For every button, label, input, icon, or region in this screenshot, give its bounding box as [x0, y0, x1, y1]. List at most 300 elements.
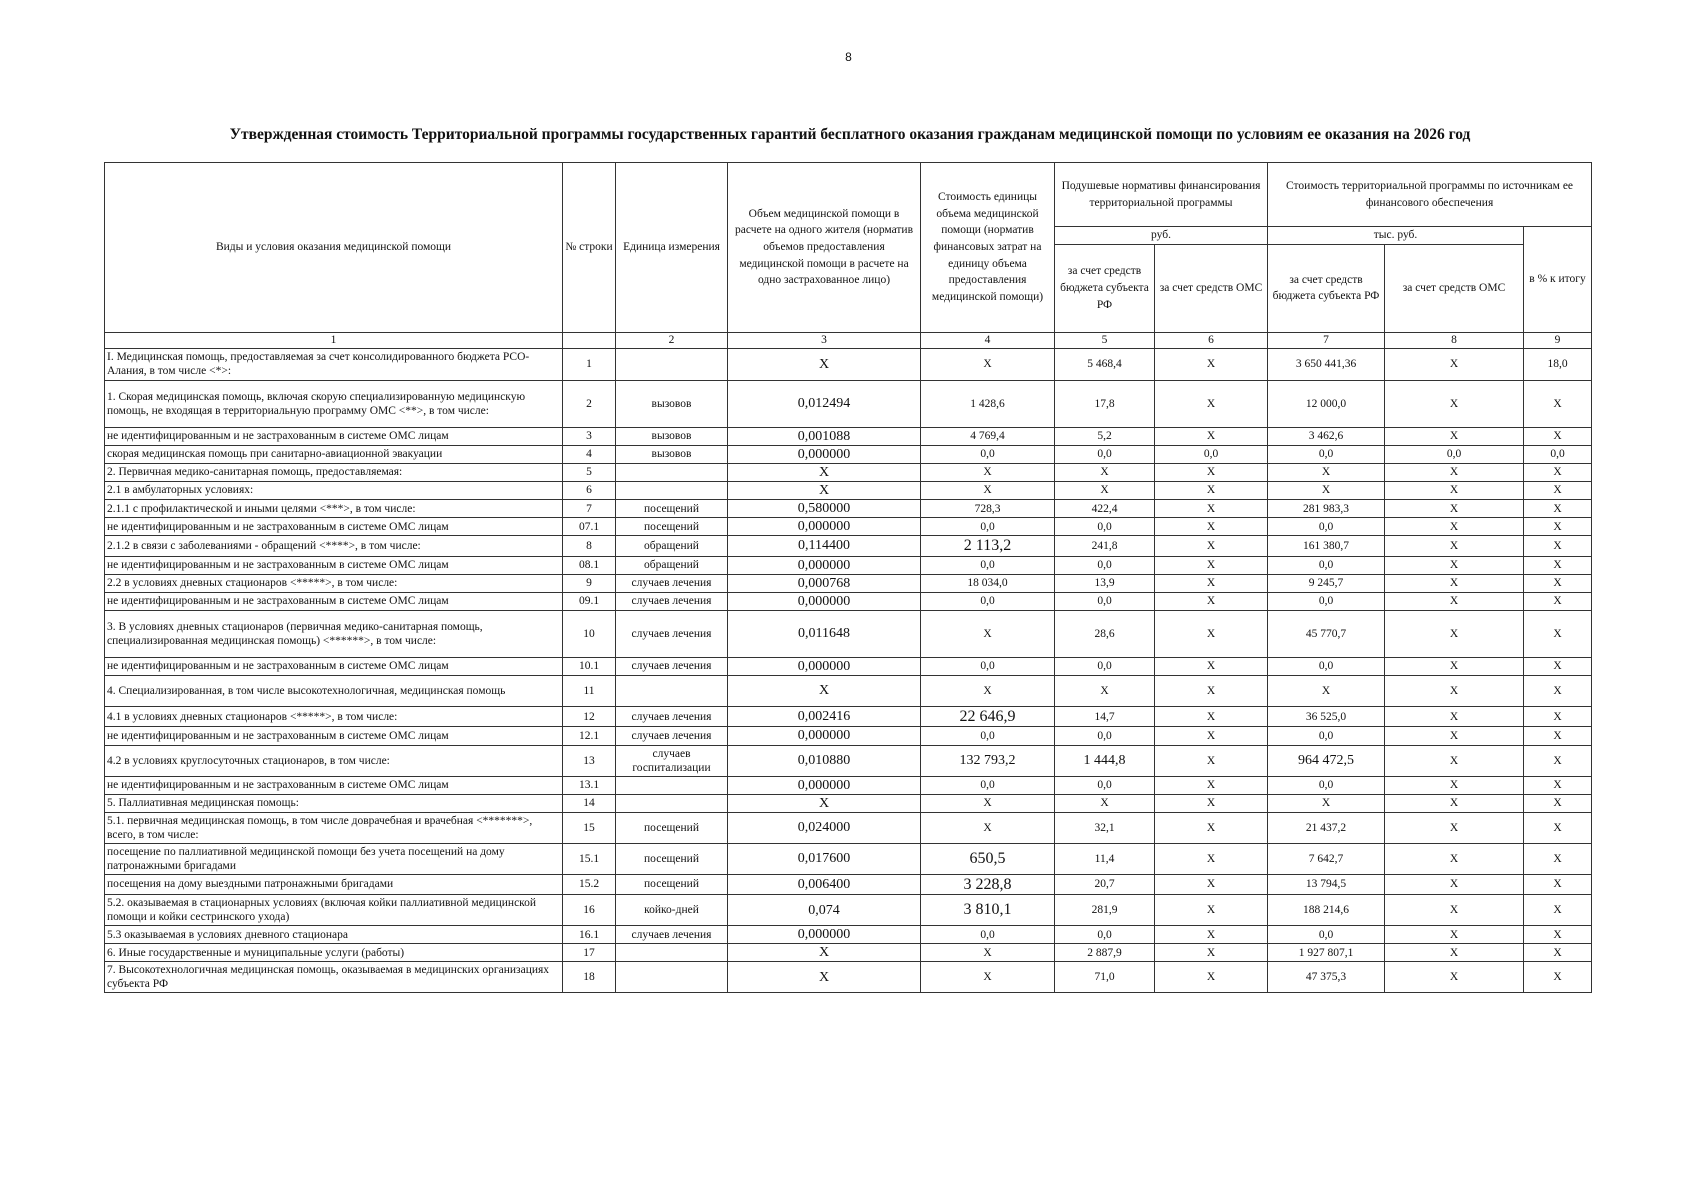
- row-oms-total: X: [1385, 610, 1524, 657]
- row-budget-total: 47 375,3: [1268, 962, 1385, 993]
- row-oms-norm: X: [1155, 657, 1268, 675]
- row-unit: случаев госпитализации: [616, 745, 728, 776]
- row-budget-total: 9 245,7: [1268, 574, 1385, 592]
- row-volume: 0,000000: [728, 445, 921, 463]
- row-number: 16: [563, 895, 616, 926]
- row-unit-cost: 650,5: [921, 843, 1055, 874]
- row-budget-norm: X: [1055, 463, 1155, 481]
- row-name: 4. Специализированная, в том числе высокотехнологичная, медицинская помощь: [105, 675, 563, 706]
- row-unit: [616, 675, 728, 706]
- row-unit-cost: 4 769,4: [921, 427, 1055, 445]
- row-oms-total: X: [1385, 776, 1524, 794]
- row-number: 5: [563, 463, 616, 481]
- row-volume: X: [728, 962, 921, 993]
- row-oms-total: X: [1385, 536, 1524, 557]
- row-oms-norm: X: [1155, 812, 1268, 843]
- table-row: [105, 657, 1592, 675]
- row-name: 1. Скорая медицинская помощь, включая скорую специализированную медицинскую помощь, не входящая в территориальную программу ОМС <**>, в том числе:: [105, 380, 563, 427]
- row-volume: 0,017600: [728, 843, 921, 874]
- table-row: [105, 380, 1592, 427]
- row-name: 5. Паллиативная медицинская помощь:: [105, 794, 563, 812]
- row-unit-cost: X: [921, 610, 1055, 657]
- row-budget-norm: 5 468,4: [1055, 348, 1155, 380]
- row-budget-total: 13 794,5: [1268, 874, 1385, 895]
- row-budget-norm: 0,0: [1055, 518, 1155, 536]
- row-name: не идентифицированным и не застрахованным в системе ОМС лицам: [105, 592, 563, 610]
- row-percent: X: [1524, 380, 1592, 427]
- table-row: [105, 962, 1592, 993]
- row-oms-norm: X: [1155, 794, 1268, 812]
- header-percent: в % к итогу: [1524, 227, 1592, 333]
- row-oms-norm: X: [1155, 706, 1268, 727]
- header-unit-cost: Стоимость единицы объема медицинской помощи (норматив финансовых затрат на единицу объема предоставления медицинской помощи): [921, 163, 1055, 333]
- row-budget-total: 0,0: [1268, 776, 1385, 794]
- row-percent: X: [1524, 926, 1592, 944]
- row-unit: посещений: [616, 843, 728, 874]
- row-oms-norm: X: [1155, 944, 1268, 962]
- row-number: 13: [563, 745, 616, 776]
- row-unit: посещений: [616, 518, 728, 536]
- row-budget-total: 0,0: [1268, 518, 1385, 536]
- row-oms-norm: X: [1155, 463, 1268, 481]
- row-percent: X: [1524, 657, 1592, 675]
- row-number: 3: [563, 427, 616, 445]
- row-number: 15: [563, 812, 616, 843]
- row-number: 1: [563, 348, 616, 380]
- row-budget-norm: 32,1: [1055, 812, 1155, 843]
- table-row: [105, 481, 1592, 499]
- row-budget-norm: 0,0: [1055, 592, 1155, 610]
- row-number: 12.1: [563, 727, 616, 745]
- header-number-cell: 7: [1268, 332, 1385, 348]
- row-percent: X: [1524, 727, 1592, 745]
- row-number: 11: [563, 675, 616, 706]
- row-percent: X: [1524, 675, 1592, 706]
- row-oms-total: X: [1385, 706, 1524, 727]
- row-unit: [616, 463, 728, 481]
- header-budget-rf: за счет средств бюджета субъекта РФ: [1055, 244, 1155, 332]
- row-number: 7: [563, 499, 616, 517]
- table-row: [105, 706, 1592, 727]
- row-volume: 0,006400: [728, 874, 921, 895]
- row-oms-norm: X: [1155, 481, 1268, 499]
- row-unit-cost: 1 428,6: [921, 380, 1055, 427]
- row-budget-norm: 17,8: [1055, 380, 1155, 427]
- table-row: [105, 944, 1592, 962]
- row-unit-cost: X: [921, 962, 1055, 993]
- row-oms-total: X: [1385, 874, 1524, 895]
- row-budget-norm: 422,4: [1055, 499, 1155, 517]
- row-budget-total: 0,0: [1268, 926, 1385, 944]
- row-unit-cost: 0,0: [921, 556, 1055, 574]
- row-unit: случаев лечения: [616, 657, 728, 675]
- row-number: 10.1: [563, 657, 616, 675]
- row-oms-norm: 0,0: [1155, 445, 1268, 463]
- row-unit-cost: 0,0: [921, 657, 1055, 675]
- row-oms-total: X: [1385, 348, 1524, 380]
- row-number: 09.1: [563, 592, 616, 610]
- table-row: [105, 592, 1592, 610]
- row-unit: обращений: [616, 556, 728, 574]
- row-unit: [616, 794, 728, 812]
- row-unit: посещений: [616, 812, 728, 843]
- row-unit: вызовов: [616, 445, 728, 463]
- row-budget-total: 0,0: [1268, 727, 1385, 745]
- row-budget-total: X: [1268, 794, 1385, 812]
- row-number: 15.1: [563, 843, 616, 874]
- row-number: 12: [563, 706, 616, 727]
- row-unit-cost: X: [921, 463, 1055, 481]
- row-oms-total: X: [1385, 812, 1524, 843]
- row-unit-cost: X: [921, 348, 1055, 380]
- row-volume: 0,001088: [728, 427, 921, 445]
- row-unit-cost: 0,0: [921, 926, 1055, 944]
- row-name: не идентифицированным и не застрахованным в системе ОМС лицам: [105, 776, 563, 794]
- row-oms-total: X: [1385, 427, 1524, 445]
- row-budget-total: X: [1268, 675, 1385, 706]
- row-budget-norm: 2 887,9: [1055, 944, 1155, 962]
- row-oms-total: 0,0: [1385, 445, 1524, 463]
- row-budget-total: 12 000,0: [1268, 380, 1385, 427]
- row-oms-norm: X: [1155, 727, 1268, 745]
- header-budget-rf-total: за счет средств бюджета субъекта РФ: [1268, 244, 1385, 332]
- row-budget-norm: 0,0: [1055, 556, 1155, 574]
- row-budget-total: 1 927 807,1: [1268, 944, 1385, 962]
- row-budget-norm: X: [1055, 794, 1155, 812]
- row-percent: X: [1524, 518, 1592, 536]
- row-volume: 0,000000: [728, 518, 921, 536]
- row-name: 4.2 в условиях круглосуточных стационаров, в том числе:: [105, 745, 563, 776]
- row-unit: [616, 348, 728, 380]
- row-unit-cost: X: [921, 675, 1055, 706]
- row-unit: [616, 944, 728, 962]
- row-oms-total: X: [1385, 843, 1524, 874]
- row-oms-total: X: [1385, 675, 1524, 706]
- row-budget-total: 0,0: [1268, 445, 1385, 463]
- row-budget-norm: X: [1055, 675, 1155, 706]
- table-row: [105, 348, 1592, 380]
- table-row: [105, 675, 1592, 706]
- row-budget-total: 0,0: [1268, 592, 1385, 610]
- header-unit-thousand-rub: тыс. руб.: [1268, 227, 1524, 245]
- row-number: 15.2: [563, 874, 616, 895]
- row-budget-total: X: [1268, 481, 1385, 499]
- header-volume: Объем медицинской помощи в расчете на одного жителя (норматив объемов предоставления медицинской помощи в расчете на одно застрахованное лицо): [728, 163, 921, 333]
- row-unit: случаев лечения: [616, 706, 728, 727]
- row-name: не идентифицированным и не застрахованным в системе ОМС лицам: [105, 518, 563, 536]
- row-oms-norm: X: [1155, 675, 1268, 706]
- row-oms-norm: X: [1155, 380, 1268, 427]
- row-percent: X: [1524, 481, 1592, 499]
- row-oms-norm: X: [1155, 745, 1268, 776]
- row-unit-cost: X: [921, 794, 1055, 812]
- row-volume: 0,024000: [728, 812, 921, 843]
- row-number: 4: [563, 445, 616, 463]
- row-unit: вызовов: [616, 380, 728, 427]
- row-oms-total: X: [1385, 895, 1524, 926]
- header-number-cell: 5: [1055, 332, 1155, 348]
- row-budget-total: X: [1268, 463, 1385, 481]
- row-percent: X: [1524, 499, 1592, 517]
- row-oms-total: X: [1385, 926, 1524, 944]
- row-oms-total: X: [1385, 727, 1524, 745]
- row-name: не идентифицированным и не застрахованным в системе ОМС лицам: [105, 427, 563, 445]
- row-budget-norm: 0,0: [1055, 445, 1155, 463]
- header-oms-total: за счет средств ОМС: [1385, 244, 1524, 332]
- row-percent: X: [1524, 776, 1592, 794]
- row-unit-cost: 3 810,1: [921, 895, 1055, 926]
- row-volume: X: [728, 794, 921, 812]
- row-name: I. Медицинская помощь, предоставляемая за счет консолидированного бюджета РСО-Алания, в том числе <*>:: [105, 348, 563, 380]
- row-unit: случаев лечения: [616, 574, 728, 592]
- row-unit-cost: 18 034,0: [921, 574, 1055, 592]
- row-budget-norm: X: [1055, 481, 1155, 499]
- row-unit-cost: 0,0: [921, 518, 1055, 536]
- row-budget-norm: 0,0: [1055, 657, 1155, 675]
- page-number: 8: [845, 50, 852, 64]
- cost-table: [104, 162, 1592, 993]
- row-oms-norm: X: [1155, 843, 1268, 874]
- row-oms-total: X: [1385, 657, 1524, 675]
- table-row: [105, 556, 1592, 574]
- row-name: 2.1 в амбулаторных условиях:: [105, 481, 563, 499]
- row-budget-total: 0,0: [1268, 657, 1385, 675]
- row-unit-cost: 0,0: [921, 727, 1055, 745]
- row-percent: X: [1524, 592, 1592, 610]
- row-oms-total: X: [1385, 944, 1524, 962]
- row-volume: 0,000000: [728, 776, 921, 794]
- row-oms-total: X: [1385, 518, 1524, 536]
- row-budget-total: 36 525,0: [1268, 706, 1385, 727]
- header-unit: Единица измерения: [616, 163, 728, 333]
- row-name: 5.3 оказываемая в условиях дневного стационара: [105, 926, 563, 944]
- row-unit-cost: X: [921, 481, 1055, 499]
- table-row: [105, 610, 1592, 657]
- header-number-cell: 3: [728, 332, 921, 348]
- row-budget-total: 21 437,2: [1268, 812, 1385, 843]
- table-row: [105, 727, 1592, 745]
- row-name: 5.2. оказываемая в стационарных условиях (включая койки паллиативной медицинской помощи и койки сестринского ухода): [105, 895, 563, 926]
- document-title: Утвержденная стоимость Территориальной программы государственных гарантий бесплатного оказания гражданам медицинской помощи по условиям ее оказания на 2026 год: [229, 126, 1471, 143]
- row-budget-total: 188 214,6: [1268, 895, 1385, 926]
- table-row: [105, 895, 1592, 926]
- row-name: не идентифицированным и не застрахованным в системе ОМС лицам: [105, 556, 563, 574]
- table-row: [105, 776, 1592, 794]
- table-row: [105, 536, 1592, 557]
- header-row-number: № строки: [563, 163, 616, 333]
- table-row: [105, 463, 1592, 481]
- row-unit: случаев лечения: [616, 592, 728, 610]
- row-volume: X: [728, 481, 921, 499]
- row-budget-norm: 0,0: [1055, 727, 1155, 745]
- row-oms-norm: X: [1155, 776, 1268, 794]
- row-name: 6. Иные государственные и муниципальные услуги (работы): [105, 944, 563, 962]
- row-number: 17: [563, 944, 616, 962]
- header-unit-rub: руб.: [1055, 227, 1268, 245]
- row-oms-norm: X: [1155, 926, 1268, 944]
- row-name: 5.1. первичная медицинская помощь, в том числе доврачебная и врачебная <*******>, всего, в том числе:: [105, 812, 563, 843]
- table-row: [105, 794, 1592, 812]
- row-unit-cost: 132 793,2: [921, 745, 1055, 776]
- row-percent: X: [1524, 610, 1592, 657]
- row-name: 7. Высокотехнологичная медицинская помощь, оказываемая в медицинских организациях субъекта РФ: [105, 962, 563, 993]
- row-name: 4.1 в условиях дневных стационаров <*****>, в том числе:: [105, 706, 563, 727]
- row-oms-total: X: [1385, 556, 1524, 574]
- row-oms-norm: X: [1155, 962, 1268, 993]
- row-unit-cost: 22 646,9: [921, 706, 1055, 727]
- row-percent: X: [1524, 745, 1592, 776]
- header-number-cell: 4: [921, 332, 1055, 348]
- row-volume: 0,580000: [728, 499, 921, 517]
- row-percent: X: [1524, 427, 1592, 445]
- table-row: [105, 518, 1592, 536]
- row-budget-norm: 13,9: [1055, 574, 1155, 592]
- row-oms-total: X: [1385, 499, 1524, 517]
- row-number: 10: [563, 610, 616, 657]
- row-oms-total: X: [1385, 592, 1524, 610]
- row-budget-norm: 1 444,8: [1055, 745, 1155, 776]
- header-per-capita-norms: Подушевые нормативы финансирования территориальной программы: [1055, 163, 1268, 227]
- row-unit: посещений: [616, 499, 728, 517]
- table-row: [105, 499, 1592, 517]
- row-name: 2.2 в условиях дневных стационаров <*****>, в том числе:: [105, 574, 563, 592]
- header-program-cost: Стоимость территориальной программы по источникам ее финансового обеспечения: [1268, 163, 1592, 227]
- table-row: [105, 843, 1592, 874]
- row-name: 2.1.1 с профилактической и иными целями <***>, в том числе:: [105, 499, 563, 517]
- row-oms-total: X: [1385, 481, 1524, 499]
- row-budget-norm: 14,7: [1055, 706, 1155, 727]
- row-budget-norm: 71,0: [1055, 962, 1155, 993]
- row-unit: вызовов: [616, 427, 728, 445]
- row-unit: случаев лечения: [616, 926, 728, 944]
- table-row: [105, 926, 1592, 944]
- row-percent: X: [1524, 843, 1592, 874]
- row-unit-cost: X: [921, 812, 1055, 843]
- row-unit-cost: 0,0: [921, 445, 1055, 463]
- row-name: не идентифицированным и не застрахованным в системе ОМС лицам: [105, 727, 563, 745]
- row-percent: X: [1524, 463, 1592, 481]
- row-volume: X: [728, 463, 921, 481]
- row-oms-norm: X: [1155, 895, 1268, 926]
- row-unit: посещений: [616, 874, 728, 895]
- row-volume: 0,012494: [728, 380, 921, 427]
- table-row: [105, 812, 1592, 843]
- header-number-cell: 6: [1155, 332, 1268, 348]
- row-oms-total: X: [1385, 962, 1524, 993]
- header-number-cell: 8: [1385, 332, 1524, 348]
- row-percent: X: [1524, 895, 1592, 926]
- row-name: 3. В условиях дневных стационаров (первичная медико-санитарная помощь, специализированная медицинская помощь) <******>, в том числе:: [105, 610, 563, 657]
- row-budget-norm: 28,6: [1055, 610, 1155, 657]
- row-number: 16.1: [563, 926, 616, 944]
- row-percent: X: [1524, 706, 1592, 727]
- row-volume: X: [728, 944, 921, 962]
- row-budget-norm: 0,0: [1055, 776, 1155, 794]
- row-volume: 0,000000: [728, 556, 921, 574]
- row-oms-norm: X: [1155, 348, 1268, 380]
- row-budget-total: 0,0: [1268, 556, 1385, 574]
- row-volume: 0,114400: [728, 536, 921, 557]
- row-volume: 0,000000: [728, 727, 921, 745]
- row-percent: X: [1524, 574, 1592, 592]
- table-row: [105, 445, 1592, 463]
- row-unit: обращений: [616, 536, 728, 557]
- row-number: 13.1: [563, 776, 616, 794]
- row-volume: 0,000768: [728, 574, 921, 592]
- row-budget-norm: 0,0: [1055, 926, 1155, 944]
- row-oms-total: X: [1385, 745, 1524, 776]
- table-row: [105, 427, 1592, 445]
- row-budget-norm: 11,4: [1055, 843, 1155, 874]
- row-unit: случаев лечения: [616, 727, 728, 745]
- row-number: 14: [563, 794, 616, 812]
- row-volume: 0,011648: [728, 610, 921, 657]
- row-unit: койко-дней: [616, 895, 728, 926]
- row-number: 18: [563, 962, 616, 993]
- row-percent: X: [1524, 536, 1592, 557]
- row-oms-total: X: [1385, 574, 1524, 592]
- row-oms-norm: X: [1155, 874, 1268, 895]
- row-oms-norm: X: [1155, 556, 1268, 574]
- header-number-cell: [563, 332, 616, 348]
- row-budget-norm: 20,7: [1055, 874, 1155, 895]
- row-budget-norm: 281,9: [1055, 895, 1155, 926]
- table-row: [105, 574, 1592, 592]
- row-name: не идентифицированным и не застрахованным в системе ОМС лицам: [105, 657, 563, 675]
- row-name: скорая медицинская помощь при санитарно-авиационной эвакуации: [105, 445, 563, 463]
- row-budget-total: 7 642,7: [1268, 843, 1385, 874]
- header-number-cell: 1: [105, 332, 563, 348]
- row-percent: 18,0: [1524, 348, 1592, 380]
- row-name: посещения на дому выездными патронажными бригадами: [105, 874, 563, 895]
- header-kind: Виды и условия оказания медицинской помощи: [105, 163, 563, 333]
- row-number: 07.1: [563, 518, 616, 536]
- row-oms-total: X: [1385, 794, 1524, 812]
- header-number-cell: 2: [616, 332, 728, 348]
- row-volume: 0,000000: [728, 926, 921, 944]
- header-number-cell: 9: [1524, 332, 1592, 348]
- row-volume: X: [728, 348, 921, 380]
- row-budget-total: 161 380,7: [1268, 536, 1385, 557]
- row-unit: [616, 481, 728, 499]
- row-name: посещение по паллиативной медицинской помощи без учета посещений на дому патронажными бригадами: [105, 843, 563, 874]
- row-percent: X: [1524, 944, 1592, 962]
- header-oms: за счет средств ОМС: [1155, 244, 1268, 332]
- row-unit-cost: 728,3: [921, 499, 1055, 517]
- row-volume: 0,000000: [728, 657, 921, 675]
- row-volume: X: [728, 675, 921, 706]
- row-volume: 0,000000: [728, 592, 921, 610]
- row-oms-norm: X: [1155, 518, 1268, 536]
- row-number: 8: [563, 536, 616, 557]
- row-unit-cost: 2 113,2: [921, 536, 1055, 557]
- row-number: 6: [563, 481, 616, 499]
- row-percent: X: [1524, 556, 1592, 574]
- row-number: 08.1: [563, 556, 616, 574]
- row-oms-norm: X: [1155, 574, 1268, 592]
- row-volume: 0,002416: [728, 706, 921, 727]
- row-volume: 0,010880: [728, 745, 921, 776]
- table-row: [105, 745, 1592, 776]
- row-budget-total: 964 472,5: [1268, 745, 1385, 776]
- row-unit: [616, 776, 728, 794]
- row-unit-cost: 0,0: [921, 776, 1055, 794]
- row-budget-total: 3 462,6: [1268, 427, 1385, 445]
- row-unit: случаев лечения: [616, 610, 728, 657]
- row-unit-cost: 3 228,8: [921, 874, 1055, 895]
- row-oms-norm: X: [1155, 427, 1268, 445]
- row-percent: 0,0: [1524, 445, 1592, 463]
